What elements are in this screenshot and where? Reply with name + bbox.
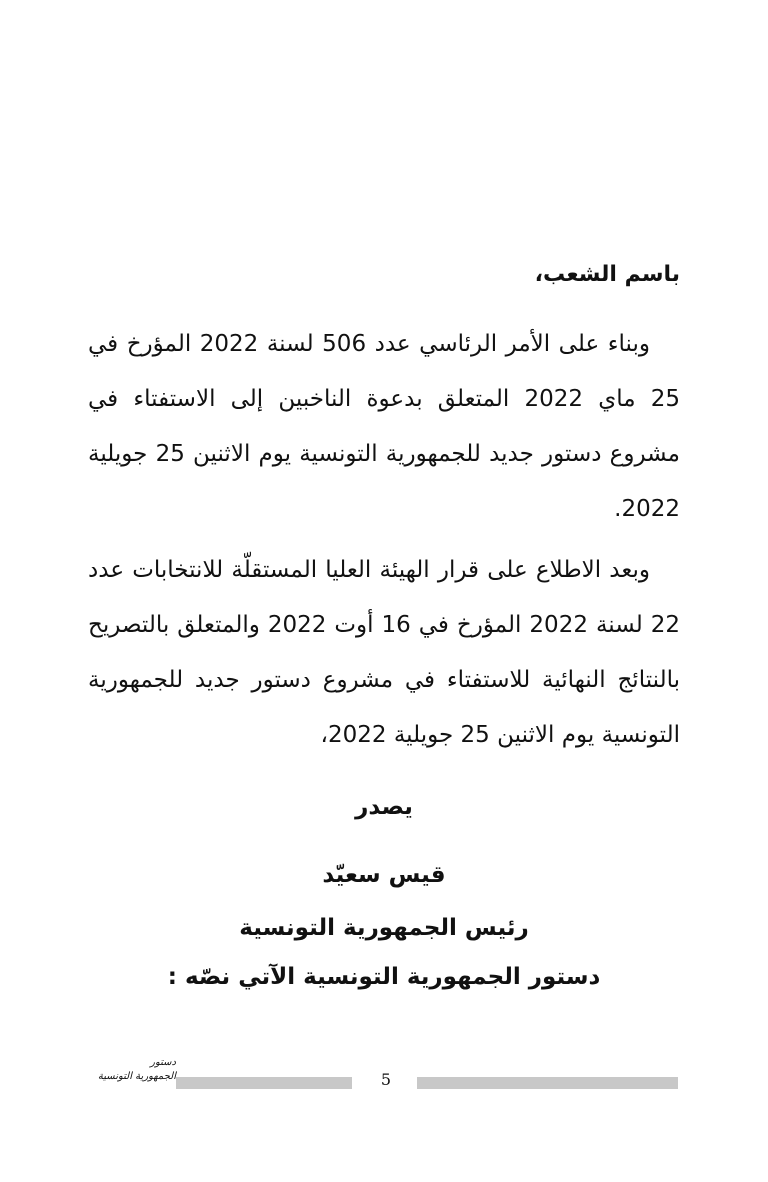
footer-brand-logo — [86, 1056, 176, 1084]
constitution-heading: دستور الجمهورية التونسية الآتي نصّه : — [167, 964, 601, 990]
president-title: رئيس الجمهورية التونسية — [239, 915, 529, 941]
footer-brand-line1: دستور — [150, 1057, 176, 1068]
footer-divider-right — [417, 1077, 678, 1089]
paragraph-decree-reference — [88, 317, 680, 537]
paragraph-election-results — [88, 543, 680, 763]
page-number: 5 — [380, 1070, 392, 1089]
paragraph-text: وبناء على الأمر الرئاسي عدد 506 لسنة 2022 المؤرخ في 25 ماي 2022 المتعلق بدعوة الناخبين إلى الاستفتاء في مشروع دستور جديد للجمهورية التونسية يوم الاثنين 25 جويلية 2022. — [88, 331, 681, 522]
paragraph-text: وبعد الاطلاع على قرار الهيئة العليا المستقلّة للانتخابات عدد 22 لسنة 2022 المؤرخ في 16 أوت 2022 والمتعلق بالتصريح بالنتائج النهائية للاستفتاء في مشروع دستور جديد للجمهورية التونسية يوم الاثنين 25 جويلية 2022، — [88, 557, 681, 748]
footer-brand-line2: الجمهورية التونسية — [97, 1071, 176, 1082]
footer-divider-left — [176, 1077, 352, 1089]
issues-heading: يصدر — [355, 794, 413, 820]
salutation: باسم الشعب، — [534, 262, 680, 287]
president-name: قيس سعيّد — [322, 862, 446, 888]
page-footer — [0, 1050, 768, 1100]
